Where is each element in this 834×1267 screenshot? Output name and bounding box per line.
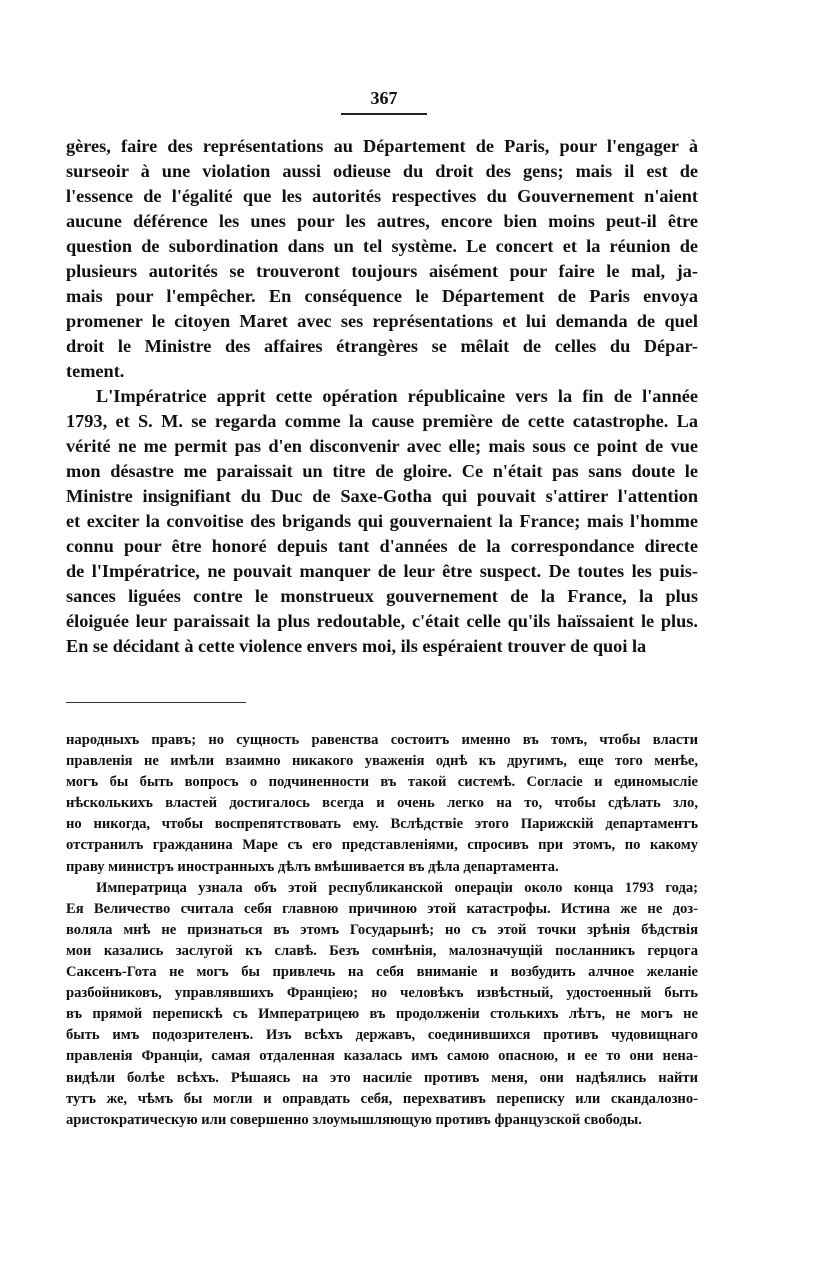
french-text-line: Ministre insignifiant du Duc de Saxe-Gotha qui pouvait s'attirer l'attention xyxy=(66,486,698,506)
russian-text-line: народныхъ правъ; но сущность равенства состоитъ именно въ томъ, чтобы власти xyxy=(66,732,698,748)
russian-text-line: правленія Франціи, самая отдаленная казалась имъ самою опасною, и ее то они нена- xyxy=(66,1048,698,1065)
french-main-text xyxy=(66,134,698,659)
french-text-line: surseoir à une violation aussi odieuse du droit des gens; mais il est de xyxy=(66,161,698,181)
french-text-line: tement. xyxy=(66,361,125,381)
french-text-line: vérité ne me permit pas d'en disconvenir avec elle; mais sous ce point de vue xyxy=(66,436,698,456)
french-text-line: aucune déférence les unes pour les autres, encore bien moins peut-il être xyxy=(66,211,698,231)
russian-text-line: отстранилъ гражданина Маре съ его представленіями, спросивъ при этомъ, по какому xyxy=(66,837,698,854)
french-text-line: droit le Ministre des affaires étrangères se mêlait de celles du Dépar- xyxy=(66,336,698,356)
french-text-line: l'essence de l'égalité que les autorités respectives du Gouvernement n'aient xyxy=(66,186,698,206)
russian-text-line: Ея Величество считала себя главною причиною этой катастрофы. Истина же не доз- xyxy=(66,900,698,917)
french-text-line: plusieurs autorités se trouveront toujours aisément pour faire le mal, ja- xyxy=(66,261,698,281)
russian-text-line: могъ бы быть вопросъ о подчиненности въ такой системѣ. Согласіе и единомысліе xyxy=(66,774,698,791)
footnote-divider xyxy=(66,702,246,703)
french-text-line: connu pour être honoré depuis tant d'années de la correspondance directe xyxy=(66,536,698,556)
russian-text-line: праву министръ иностранныхъ дѣлъ вмѣшивается въ дѣла департамента. xyxy=(66,858,559,875)
russian-text-line: аристократическую или совершенно злоумышляющую противъ французской свободы. xyxy=(66,1111,642,1128)
french-text-line: 1793, et S. M. se regarda comme la cause première de cette catastrophe. La xyxy=(66,411,698,431)
russian-text-line: тутъ же, чѣмъ бы могли и оправдать себя, перехвативъ переписку или скандалозно- xyxy=(66,1090,698,1107)
page-number-rule xyxy=(341,113,427,115)
french-text-line: et exciter la convoitise des brigands qui gouvernaient la France; mais l'homme xyxy=(66,511,698,531)
russian-text-line: Саксенъ-Гота не могъ бы привлечь на себя вниманіе и возбудить алчное желаніе xyxy=(66,964,698,981)
french-text-line: gères, faire des représentations au Département de Paris, pour l'engager à xyxy=(66,136,698,156)
french-text-line: de l'Impératrice, ne pouvait manquer de leur être suspect. De toutes les puis- xyxy=(66,561,698,581)
russian-text-line: въ прямой перепискѣ съ Императрицею въ продолженіи столькихъ лѣтъ, не могъ не xyxy=(66,1006,698,1023)
russian-text-line: быть имъ подозрителенъ. Изъ всѣхъ державъ, соединившихся противъ чудовищнаго xyxy=(66,1027,698,1044)
french-text-line: éloiguée leur paraissait la plus redoutable, c'était celle qu'ils haïssaient le plus. xyxy=(66,611,698,631)
french-text-line: En se décidant à cette violence envers moi, ils espéraient trouver de quoi la xyxy=(66,636,647,656)
french-text-line: question de subordination dans un tel système. Le concert et la réunion de xyxy=(66,236,698,256)
russian-text-line: Императрица узнала объ этой республиканской операціи около конца 1793 года; xyxy=(96,879,698,896)
russian-text-line: разбойниковъ, управлявшихъ Франціею; но человѣкъ извѣстный, удостоенный быть xyxy=(66,985,698,1002)
russian-text-line: нѣсколькихъ властей достигалось всегда и очень легко на то, чтобы сдѣлать зло, xyxy=(66,795,698,812)
french-text-line: mais pour l'empêcher. En conséquence le Département de Paris envoya xyxy=(66,286,698,306)
french-text-line: sances liguées contre le monstrueux gouvernement de la France, la plus xyxy=(66,586,698,606)
page-number: 367 xyxy=(370,88,398,108)
french-text-line: L'Impératrice apprit cette opération républicaine vers la fin de l'année xyxy=(96,386,698,406)
russian-translation-footnote xyxy=(66,730,698,1131)
french-text-line: mon désastre me paraissait un titre de gloire. Ce n'était pas sans doute le xyxy=(66,461,698,481)
russian-text-line: правленія не имѣли взаимно никакого уваженія однѣ къ другимъ, еще того менѣе, xyxy=(66,753,698,770)
russian-text-line: мои казались заслугой къ славѣ. Безъ сомнѣнія, малозначущій посланникъ герцога xyxy=(66,942,698,959)
french-text-line: promener le citoyen Maret avec ses représentations et lui demanda de quel xyxy=(66,311,698,331)
russian-text-line: но никогда, чтобы воспрепятствовать ему. Вслѣдствіе этого Парижскій департаментъ xyxy=(66,816,698,833)
russian-text-line: видѣли болѣе всѣхъ. Рѣшаясь на это насиліе противъ меня, они надѣялись найти xyxy=(66,1069,698,1086)
russian-text-line: воляла мнѣ не признаться въ этомъ Государынѣ; но съ этой точки зрѣнія бѣдствія xyxy=(66,921,698,938)
